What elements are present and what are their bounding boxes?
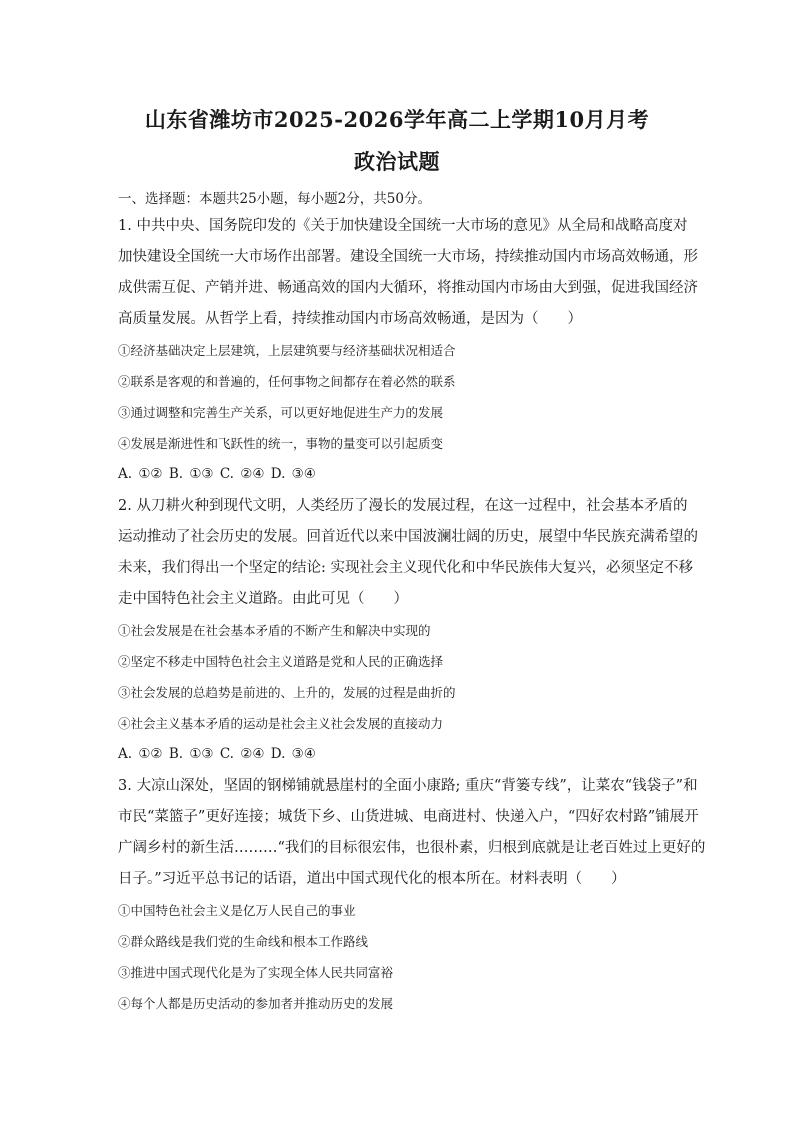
option-1: ①中国特色社会主义是亿万人民自己的事业 xyxy=(118,903,356,918)
option-3: ③社会发展的总趋势是前进的、上升的，发展的过程是曲折的 xyxy=(118,685,456,700)
stem-line: 广阔乡村的新生活………“我们的目标很宏伟，也很朴素，归根到底就是让老百姓过上更好的 xyxy=(118,840,706,856)
option-4: ④每个人都是历史活动的参加者并推动历史的发展 xyxy=(118,996,394,1011)
question-2-stem xyxy=(118,491,698,615)
exam-subject: 政治试题 xyxy=(354,149,440,174)
section-heading: 一、选择题：本题共25小题，每小题2分，共50分。 xyxy=(118,191,431,207)
stem-line: 1. 中共中央、国务院印发的《关于加快建设全国统一大市场的意见》从全局和战略高度对 xyxy=(118,218,688,234)
question-3-stem xyxy=(118,771,706,895)
stem-line: 加快建设全国统一大市场作出部署。建设全国统一大市场，持续推动国内市场高效畅通，形 xyxy=(118,249,698,265)
stem-line: 未来，我们得出一个坚定的结论: 实现社会主义现代化和中华民族伟大复兴，必须坚定不移 xyxy=(118,560,693,576)
question-2 xyxy=(118,491,698,770)
stem-line: 走中国特色社会主义道路。由此可见（ ） xyxy=(118,591,408,607)
question-1-stem xyxy=(118,211,698,335)
option-2: ②群众路线是我们党的生命线和根本工作路线 xyxy=(118,934,369,949)
option-3: ③推进中国式现代化是为了实现全体人民共同富裕 xyxy=(118,965,394,980)
stem-line: 2. 从刀耕火种到现代文明，人类经历了漫长的发展过程，在这一过程中，社会基本矛盾的 xyxy=(118,498,688,514)
option-1: ①经济基础决定上层建筑，上层建筑要与经济基础状况相适合 xyxy=(118,343,456,358)
exam-title: 山东省潍坊市2025-2026学年高二上学期10月月考 xyxy=(144,107,650,132)
answer-choices: A. ①② B. ①③ C. ②④ D. ③④ xyxy=(118,466,316,482)
stem-line: 市民“菜篮子”更好连接；城货下乡、山货进城、电商进村、快递入户，“四好农村路”铺展开 xyxy=(118,809,699,825)
question-3 xyxy=(118,771,706,1019)
stem-line: 3. 大凉山深处，坚固的钢梯铺就悬崖村的全面小康路; 重庆“背篓专线”，让菜农“钱袋子”和 xyxy=(118,778,698,794)
option-2: ②联系是客观的和普遍的，任何事物之间都存在着必然的联系 xyxy=(118,374,456,389)
question-1 xyxy=(118,211,698,490)
option-1: ①社会发展是在社会基本矛盾的不断产生和解决中实现的 xyxy=(118,623,431,638)
stem-line: 日子。”习近平总书记的话语，道出中国式现代化的根本所在。材料表明（ ） xyxy=(118,871,626,887)
option-3: ③通过调整和完善生产关系，可以更好地促进生产力的发展 xyxy=(118,405,444,420)
option-4: ④发展是渐进性和飞跃性的统一，事物的量变可以引起质变 xyxy=(118,436,444,451)
stem-line: 成供需互促、产销并进、畅通高效的国内大循环，将推动国内市场由大到强，促进我国经济 xyxy=(118,280,698,296)
answer-choices: A. ①② B. ①③ C. ②④ D. ③④ xyxy=(118,746,316,762)
stem-line: 高质量发展。从哲学上看，持续推动国内市场高效畅通，是因为（ ） xyxy=(118,311,582,327)
option-2: ②坚定不移走中国特色社会主义道路是党和人民的正确选择 xyxy=(118,654,444,669)
stem-line: 运动推动了社会历史的发展。回首近代以来中国波澜壮阔的历史，展望中华民族充满希望的 xyxy=(118,529,698,545)
option-4: ④社会主义基本矛盾的运动是社会主义社会发展的直接动力 xyxy=(118,716,444,731)
